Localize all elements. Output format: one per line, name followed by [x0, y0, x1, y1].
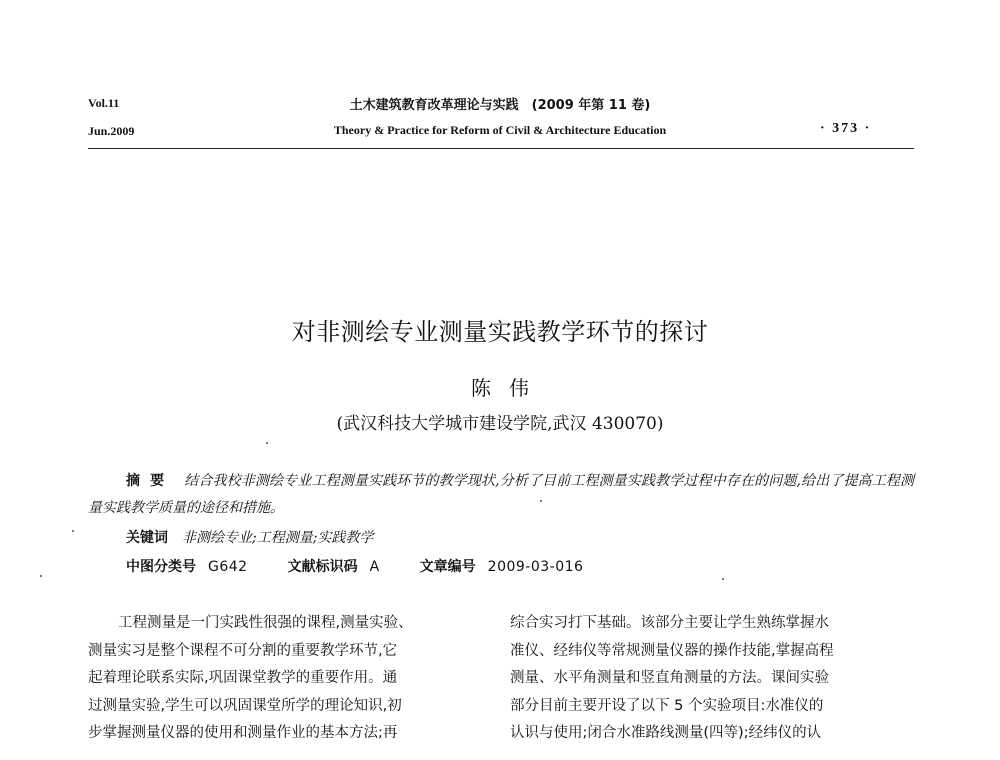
- body-line: 认识与使用;闭合水准路线测量(四等);经纬仪的认: [510, 725, 822, 741]
- classification-line: [126, 556, 623, 576]
- body-line: 部分目前主要开设了以下 5 个实验项目:水准仪的: [510, 697, 824, 714]
- body-line: 准仪、经纬仪等常规测量仪器的操作技能,掌握高程: [510, 642, 834, 659]
- body-line: 步掌握测量仪器的使用和测量作业的基本方法;再: [88, 725, 398, 741]
- journal-volume: Vol.11: [88, 96, 120, 110]
- body-line: 过测量实验,学生可以巩固课堂所学的理论知识,初: [88, 697, 402, 714]
- article-title: 对非测绘专业测量实践教学环节的探讨: [291, 318, 709, 346]
- keywords-text: 非测绘专业;工程测量;实践教学: [182, 530, 374, 546]
- body-column-left: [88, 610, 492, 748]
- doc-code-value: A: [369, 559, 380, 575]
- body-line: 综合实习打下基础。该部分主要让学生熟练掌握水: [510, 615, 829, 631]
- clc-label: 中图分类号: [126, 559, 196, 575]
- scan-speck: [40, 575, 42, 577]
- body-line: 测量实习是整个课程不可分割的重要教学环节,它: [88, 642, 398, 659]
- keywords: [126, 527, 373, 547]
- article-number-value: 2009-03-016: [487, 559, 584, 575]
- doc-code-label: 文献标识码: [287, 559, 358, 575]
- body-line: 工程测量是一门实践性很强的课程,测量实验、: [118, 615, 413, 631]
- abstract-text: 结合我校非测绘专业工程测量实践环节的教学现状,分析了目前工程测量实践教学过程中存在的问题,给出了提高工程测量实践教学质量的途径和措施。: [88, 473, 914, 516]
- keywords-label: 关键词: [126, 530, 168, 546]
- journal-title-english: Theory & Practice for Reform of Civil & Architecture Education: [333, 123, 667, 137]
- author-affiliation: (武汉科技大学城市建设学院,武汉 430070): [336, 414, 664, 434]
- abstract: [88, 468, 914, 522]
- article-author: 陈伟: [471, 376, 547, 400]
- clc-value: G642: [208, 559, 248, 575]
- scan-speck: [540, 500, 542, 502]
- journal-title-chinese: 土木建筑教育改革理论与实践 (2009 年第 11 卷): [349, 98, 651, 113]
- page-number: · 373 ·: [820, 121, 872, 136]
- scan-speck: [72, 530, 74, 532]
- journal-date: Jun.2009: [88, 124, 135, 138]
- body-column-right: [510, 610, 914, 748]
- body-line: 起着理论联系实际,巩固课堂教学的重要作用。通: [88, 670, 398, 686]
- article-number-label: 文章编号: [419, 559, 476, 575]
- header-rule: [88, 148, 914, 149]
- abstract-label: 摘要: [126, 473, 175, 489]
- body-line: 测量、水平角测量和竖直角测量的方法。课间实验: [510, 670, 829, 686]
- scan-speck: [266, 442, 268, 444]
- scan-speck: [722, 578, 724, 580]
